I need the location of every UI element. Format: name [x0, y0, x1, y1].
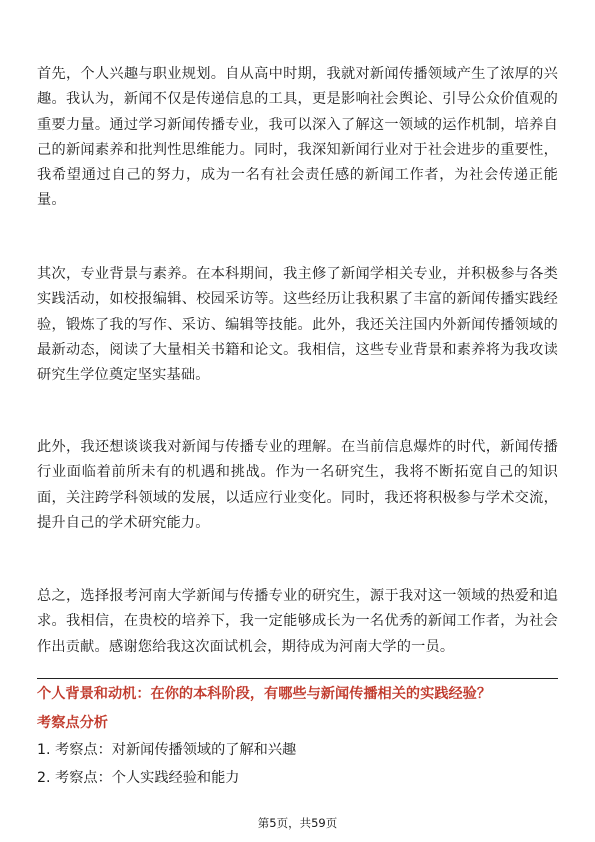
analysis-item: 1. 考察点：对新闻传播领域的了解和兴趣	[37, 742, 297, 758]
analysis-item: 2. 考察点：个人实践经验和能力	[37, 770, 240, 786]
analysis-heading: 考察点分析	[37, 715, 108, 731]
page-number: 第5页，共59页	[257, 816, 338, 830]
paragraph-interest: 首先，个人兴趣与职业规划。自从高中时期，我就对新闻传播领域产生了浓厚的兴趣。我认为，新闻不仅是传递信息的工具，更是影响社会舆论、引导公众价值观的重要力量。通过学习新闻传播专业，我可以深入了解这一领域的运作机制，培养自己的新闻素养和批判性思维能力。同时，我深知新闻行业对于社会进步的重要性，我希望通过自己的努力，成为一名有社会责任感的新闻工作者，为社会传递正能量。	[37, 66, 558, 209]
interview-question: 个人背景和动机：在你的本科阶段，有哪些与新闻传播相关的实践经验？	[37, 686, 492, 702]
section-divider	[37, 678, 558, 679]
paragraph-background: 其次，专业背景与素养。在本科期间，我主修了新闻学相关专业，并积极参与各类实践活动，如校报编辑、校园采访等。这些经历让我积累了丰富的新闻传播实践经验，锻炼了我的写作、采访、编辑等技能。此外，我还关注国内外新闻传播领域的最新动态，阅读了大量相关书籍和论文。我相信，这些专业背景和素养将为我攻读研究生学位奠定坚实基础。	[37, 266, 558, 384]
paragraph-conclusion: 总之，选择报考河南大学新闻与传播专业的研究生，源于我对这一领域的热爱和追求。我相信，在贵校的培养下，我一定能够成长为一名优秀的新闻工作者，为社会作出贡献。感谢您给我这次面试机会，期待成为河南大学的一员。	[37, 588, 558, 655]
paragraph-understanding: 此外，我还想谈谈我对新闻与传播专业的理解。在当前信息爆炸的时代，新闻传播行业面临着前所未有的机遇和挑战。作为一名研究生，我将不断拓宽自己的知识面，关注跨学科领域的发展，以适应行业变化。同时，我还将积极参与学术交流，提升自己的学术研究能力。	[37, 439, 558, 531]
